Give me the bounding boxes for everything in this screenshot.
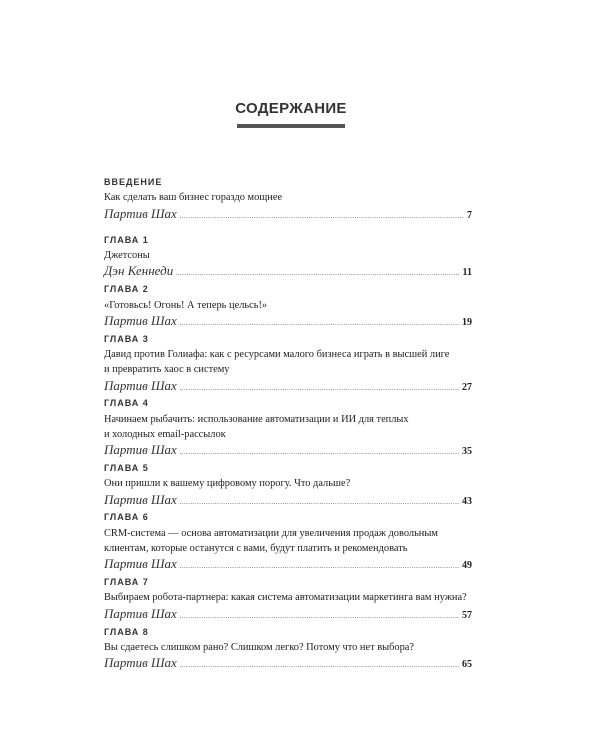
table-of-contents [104, 175, 472, 674]
entry-label: ГЛАВА 4 [104, 398, 149, 409]
entry-title-line: Начинаем рыбачить: использование автоматизации и ИИ для теплых [104, 413, 409, 425]
entry-label: ГЛАВА 1 [104, 234, 149, 245]
entry-title-line: Они пришли к вашему цифровому порогу. Что дальше? [104, 478, 351, 490]
entry-author-row [104, 492, 472, 507]
entry-author: Партив Шах [104, 605, 177, 621]
entry-title-line: и холодных email-рассылок [104, 428, 226, 440]
dot-leader [180, 389, 459, 390]
entry-page-number: 57 [462, 609, 472, 621]
entry-page-number: 27 [462, 381, 472, 393]
entry-title-line: Выбираем робота-партнера: какая система автоматизации маркетинга вам нужна? [104, 592, 467, 604]
entry-label: ГЛАВА 7 [104, 577, 149, 588]
entry-label: ГЛАВА 3 [104, 333, 149, 344]
entry-author-row [104, 606, 472, 621]
dot-leader [180, 666, 459, 667]
entry-author: Партив Шах [104, 556, 177, 572]
entry-page-number: 65 [462, 659, 472, 671]
dot-leader [180, 453, 459, 454]
entry-title-line: Давид против Голиафа: как с ресурсами малого бизнеса играть в высшей лиге [104, 348, 450, 360]
entry-title-line: CRM-система — основа автоматизации для увеличения продаж довольным [104, 527, 438, 539]
entry-author: Партив Шах [104, 205, 177, 221]
entry-author: Дэн Кеннеди [104, 263, 174, 279]
dot-leader [176, 274, 459, 275]
entry-author-row [104, 206, 472, 221]
toc-entry-chapter-2 [104, 282, 472, 328]
entry-author-row [104, 263, 472, 278]
entry-author-row [104, 442, 472, 457]
dot-leader [180, 324, 459, 325]
entry-title-line: клиентам, которые останутся с вами, будут платить и рекомендовать [104, 543, 408, 555]
entry-title-line: Джетсоны [104, 250, 150, 262]
dot-leader [180, 503, 459, 504]
dot-leader [180, 217, 464, 218]
toc-entry-introduction [104, 175, 472, 221]
entry-author: Партив Шах [104, 312, 177, 328]
entry-label: ВВЕДЕНИЕ [104, 177, 163, 187]
entry-label: ГЛАВА 5 [104, 463, 149, 474]
entry-page-number: 11 [462, 267, 472, 279]
entry-title-line: Как сделать ваш бизнес гораздо мощнее [104, 192, 283, 204]
entry-page-number: 19 [462, 316, 472, 328]
entry-author: Партив Шах [104, 491, 177, 507]
entry-title-line: «Готовьсь! Огонь! А теперь цельсь!» [104, 299, 268, 311]
entry-author-row [104, 556, 472, 571]
toc-entry-chapter-1 [104, 233, 472, 279]
entry-page-number: 35 [462, 446, 472, 458]
toc-entry-chapter-7 [104, 575, 472, 621]
entry-title-line: и превратить хаос в систему [104, 364, 230, 376]
page-title: СОДЕРЖАНИЕ [235, 100, 347, 117]
entry-author: Партив Шах [104, 655, 177, 671]
toc-entry-chapter-8 [104, 625, 472, 671]
entry-author-row [104, 313, 472, 328]
entry-label: ГЛАВА 8 [104, 626, 149, 637]
entry-page-number: 49 [462, 560, 472, 572]
toc-entry-chapter-4 [104, 396, 472, 457]
entry-page-number: 7 [467, 209, 472, 221]
entry-author-row [104, 378, 472, 393]
toc-entry-chapter-3 [104, 332, 472, 393]
entry-author-row [104, 655, 472, 670]
entry-title-line: Вы сдаетесь слишком рано? Слишком легко? Потому что нет выбора? [104, 641, 415, 653]
title-underline [237, 124, 345, 128]
toc-entry-chapter-6 [104, 510, 472, 571]
dot-leader [180, 567, 459, 568]
toc-entry-chapter-5 [104, 461, 472, 507]
entry-page-number: 43 [462, 495, 472, 507]
entry-label: ГЛАВА 6 [104, 512, 149, 523]
entry-author: Партив Шах [104, 442, 177, 458]
entry-label: ГЛАВА 2 [104, 284, 149, 295]
dot-leader [180, 617, 459, 618]
entry-author: Партив Шах [104, 377, 177, 393]
